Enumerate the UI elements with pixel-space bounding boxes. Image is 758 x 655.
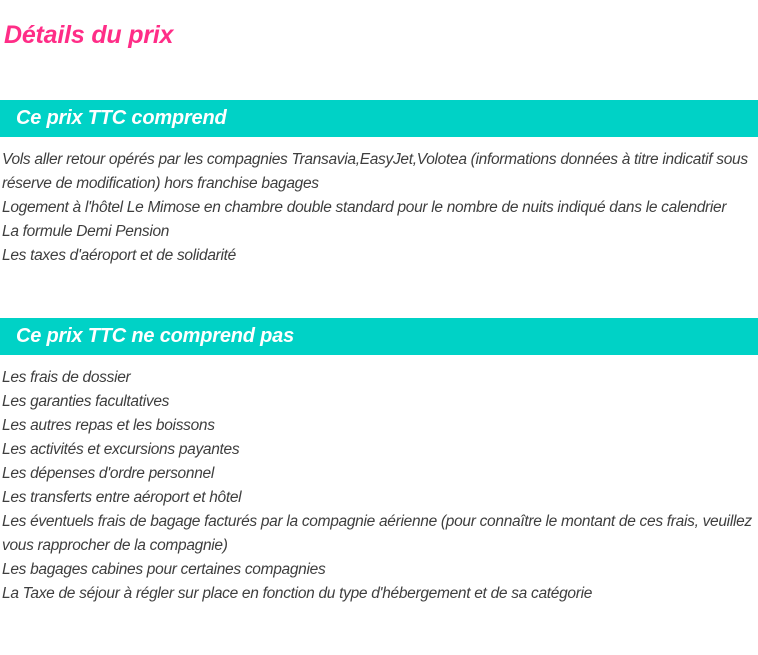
list-item: Les frais de dossier [2, 369, 131, 386]
included-items-list [0, 148, 756, 268]
section-included-header-label: Ce prix TTC comprend [16, 107, 227, 129]
list-item: Les éventuels frais de bagage facturés par la compagnie aérienne (pour connaître le montant de ces frais, veuillez vous rapprocher de la compagnie) [2, 513, 752, 554]
list-item: Les taxes d'aéroport et de solidarité [2, 247, 236, 264]
list-item: Les activités et excursions payantes [2, 441, 240, 458]
list-item: La formule Demi Pension [2, 223, 170, 240]
price-details-page [0, 20, 758, 655]
list-item: Les dépenses d'ordre personnel [2, 465, 214, 482]
excluded-items-list [0, 366, 756, 606]
list-item: Les bagages cabines pour certaines compagnies [2, 561, 326, 578]
section-excluded-header-label: Ce prix TTC ne comprend pas [16, 325, 294, 347]
list-item: Logement à l'hôtel Le Mimose en chambre double standard pour le nombre de nuits indiqué dans le calendrier [2, 199, 727, 216]
section-included-header [0, 100, 758, 137]
list-item: Les garanties facultatives [2, 393, 170, 410]
section-excluded-header [0, 318, 758, 355]
list-item: Les transferts entre aéroport et hôtel [2, 489, 242, 506]
list-item: Les autres repas et les boissons [2, 417, 215, 434]
list-item: Vols aller retour opérés par les compagnies Transavia,EasyJet,Volotea (informations données à titre indicatif sous réserve de modification) hors franchise bagages [2, 151, 748, 192]
list-item: La Taxe de séjour à régler sur place en fonction du type d'hébergement et de sa catégorie [2, 585, 593, 602]
page-title: Détails du prix [4, 21, 174, 49]
section-price-included [0, 100, 758, 268]
section-price-excluded [0, 318, 758, 606]
